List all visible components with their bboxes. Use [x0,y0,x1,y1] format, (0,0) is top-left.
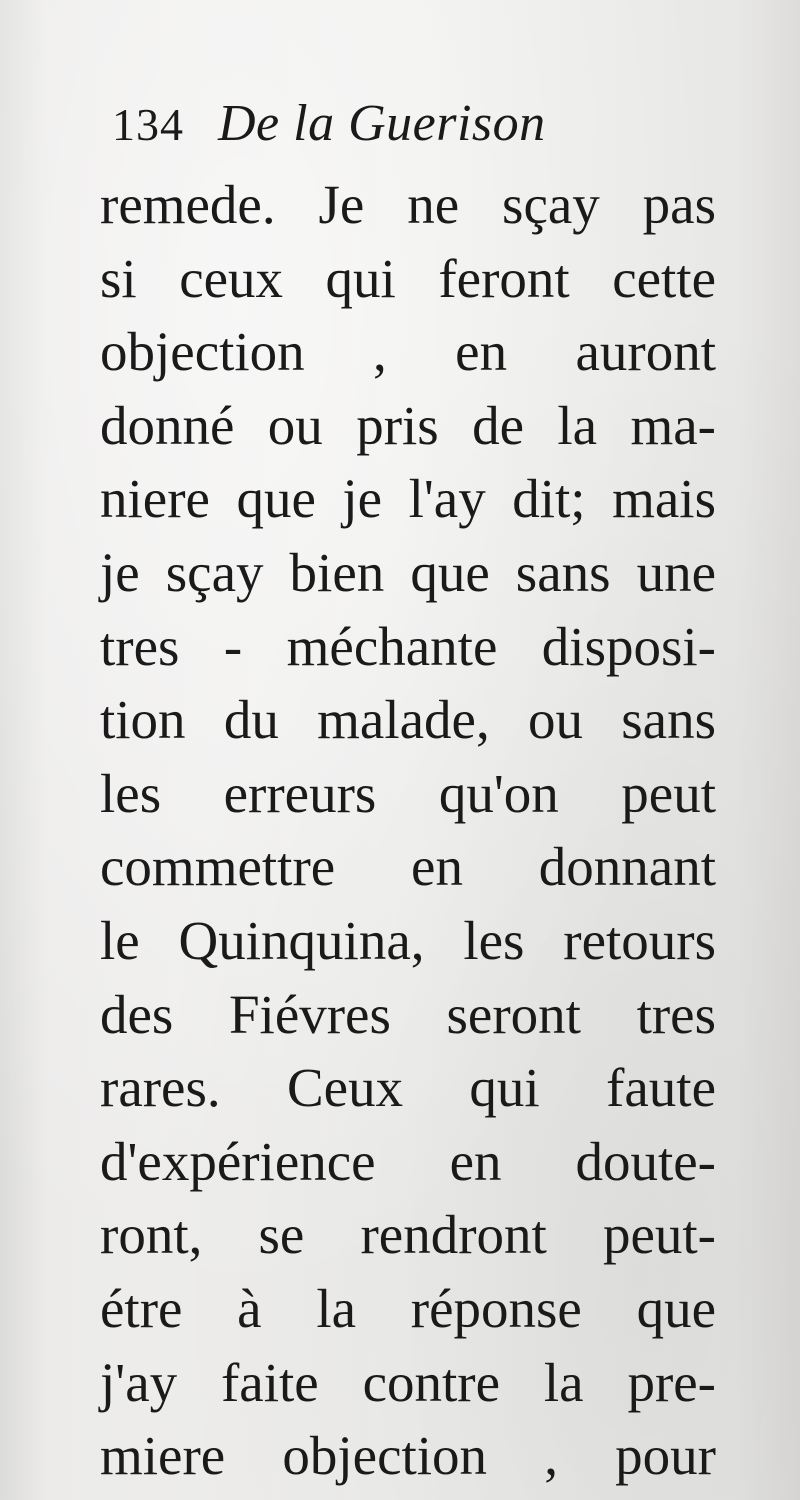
text-line: ront, se rendront peut- [100,1204,716,1266]
running-head [112,92,546,156]
text-line: rares. Ceux qui faute [100,1057,716,1119]
text-line: donné ou pris de la ma- [100,394,716,456]
text-line: j'ay faite contre la pre- [100,1351,716,1413]
text-line: étre à la réponse que [100,1277,716,1339]
text-line: les erreurs qu'on peut [100,762,716,824]
page-number: 134 [112,99,184,150]
text-line: commettre en donnant [100,836,716,898]
text-line: je sçay bien que sans une [100,541,716,603]
body-text [100,168,716,1493]
text-line: tres - méchante disposi- [100,615,716,677]
running-title: De la Guerison [218,95,546,152]
text-line: niere que je l'ay dit; mais [100,468,716,530]
text-line: si ceux qui feront cette [100,247,716,309]
text-line: miere objection , pour [100,1425,716,1487]
text-line: remede. Je ne sçay pas [100,174,716,235]
text-line: objection , en auront [100,321,716,383]
text-line: le Quinquina, les retours [100,909,716,971]
text-line: d'expérience en doute- [100,1130,716,1192]
text-line: des Fiévres seront tres [100,983,716,1045]
text-line: tion du malade, ou sans [100,689,716,751]
